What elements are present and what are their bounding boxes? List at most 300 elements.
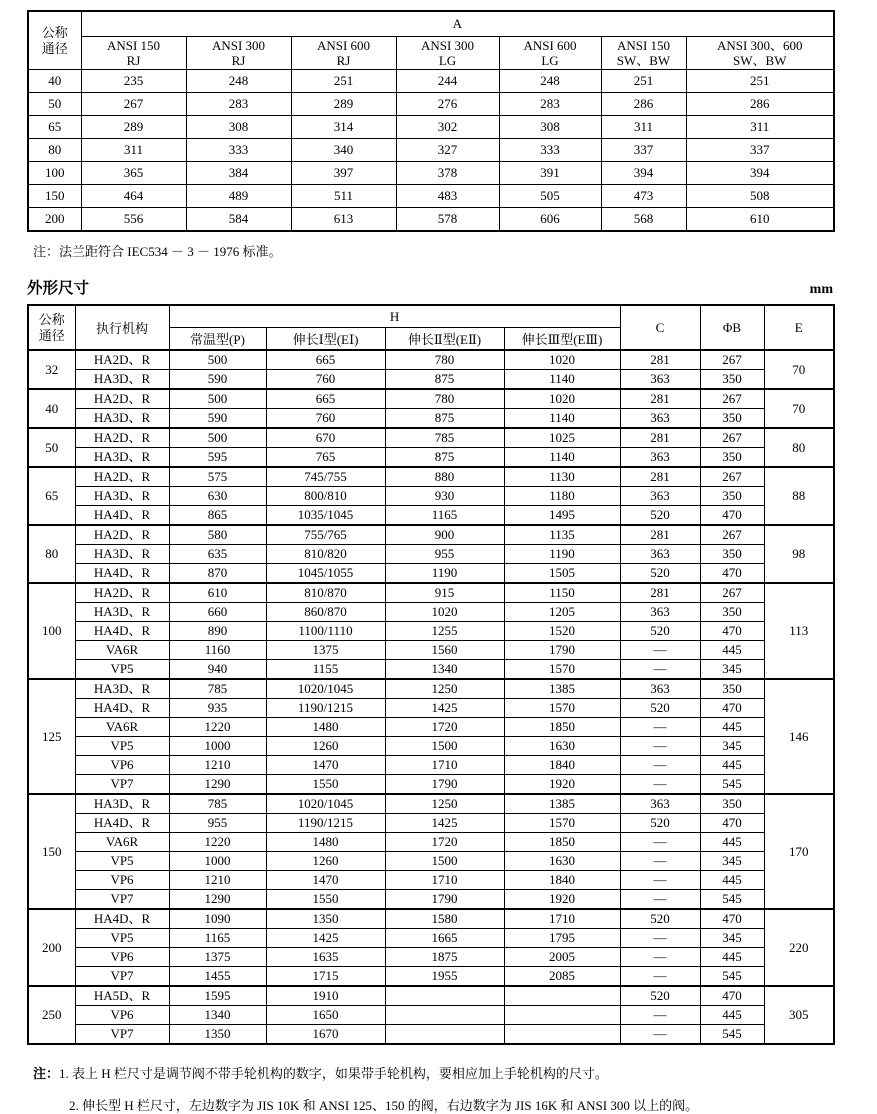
- actuator-cell: VA6R: [75, 641, 169, 660]
- h-value-cell: 800/810: [266, 487, 385, 506]
- c-column-header: C: [620, 305, 700, 350]
- table2-row: [28, 852, 834, 871]
- h-value-cell: 1720: [385, 718, 504, 737]
- h-value-cell: 760: [266, 370, 385, 390]
- a-value-cell: 556: [81, 208, 186, 232]
- h-value-cell: 1260: [266, 852, 385, 871]
- a-value-cell: 505: [499, 185, 601, 208]
- phib-value-cell: 445: [700, 948, 764, 967]
- a-value-cell: 473: [601, 185, 686, 208]
- h-value-cell: 1630: [504, 737, 620, 756]
- h-value-cell: 1495: [504, 506, 620, 526]
- a-value-cell: 311: [81, 139, 186, 162]
- h-value-cell: 1290: [169, 890, 266, 910]
- h-value-cell: 1000: [169, 852, 266, 871]
- h-value-cell: 890: [169, 622, 266, 641]
- c-value-cell: 281: [620, 389, 700, 409]
- h-value-cell: 1140: [504, 409, 620, 429]
- table2-row: [28, 833, 834, 852]
- phib-value-cell: 470: [700, 506, 764, 526]
- a-value-cell: 337: [686, 139, 834, 162]
- h-subheader-ext2: 伸长Ⅱ型(EⅡ): [385, 328, 504, 351]
- h-value-cell: 665: [266, 389, 385, 409]
- table2-row: [28, 737, 834, 756]
- c-value-cell: 520: [620, 564, 700, 584]
- actuator-cell: VP5: [75, 929, 169, 948]
- h-value-cell: 1425: [266, 929, 385, 948]
- h-value-cell: 1205: [504, 603, 620, 622]
- table1-column-header: [396, 37, 499, 70]
- h-value-cell: 1190/1215: [266, 699, 385, 718]
- h-value-cell: 1455: [169, 967, 266, 987]
- c-value-cell: 281: [620, 583, 700, 603]
- a-value-cell: 235: [81, 70, 186, 93]
- table2-row: [28, 622, 834, 641]
- h-value-cell: 1020: [385, 603, 504, 622]
- actuator-cell: HA3D、R: [75, 487, 169, 506]
- h-value-cell: 1130: [504, 467, 620, 487]
- h-value-cell: 1190: [504, 545, 620, 564]
- h-value-cell: 1020/1045: [266, 794, 385, 814]
- e-value-cell: 70: [764, 389, 834, 428]
- actuator-cell: VA6R: [75, 833, 169, 852]
- c-value-cell: 520: [620, 506, 700, 526]
- h-value-cell: 1020: [504, 350, 620, 370]
- c-value-cell: —: [620, 833, 700, 852]
- h-value-cell: 1720: [385, 833, 504, 852]
- table2-row: [28, 525, 834, 545]
- phib-value-cell: 350: [700, 487, 764, 506]
- table2-row: [28, 679, 834, 699]
- dn-cell: 65: [28, 467, 75, 525]
- h-value-cell: [385, 1006, 504, 1025]
- a-value-cell: 508: [686, 185, 834, 208]
- actuator-cell: HA2D、R: [75, 583, 169, 603]
- corner-line-2: 通径: [41, 40, 68, 56]
- c-value-cell: —: [620, 852, 700, 871]
- column-header-line-1: ANSI 300: [211, 38, 266, 53]
- a-value-cell: 308: [186, 116, 291, 139]
- h-value-cell: 1140: [504, 370, 620, 390]
- h-value-cell: 1340: [169, 1006, 266, 1025]
- h-value-cell: 1670: [266, 1025, 385, 1045]
- phib-value-cell: 445: [700, 641, 764, 660]
- table1-group-header-a: A: [81, 11, 834, 37]
- h-value-cell: 575: [169, 467, 266, 487]
- h-value-cell: 1165: [169, 929, 266, 948]
- actuator-cell: HA2D、R: [75, 350, 169, 370]
- h-value-cell: 1920: [504, 890, 620, 910]
- h-value-cell: 1790: [385, 890, 504, 910]
- phib-value-cell: 470: [700, 986, 764, 1006]
- phib-value-cell: 267: [700, 583, 764, 603]
- e-value-cell: 113: [764, 583, 834, 679]
- a-value-cell: 394: [686, 162, 834, 185]
- table2-row: [28, 448, 834, 468]
- table2-row: [28, 467, 834, 487]
- h-value-cell: 1350: [266, 909, 385, 929]
- h-value-cell: 940: [169, 660, 266, 680]
- phib-value-cell: 445: [700, 871, 764, 890]
- a-value-cell: 584: [186, 208, 291, 232]
- h-value-cell: 1220: [169, 833, 266, 852]
- table2-header-row-1: [28, 305, 834, 328]
- h-value-cell: 1020/1045: [266, 679, 385, 699]
- phib-value-cell: 445: [700, 1006, 764, 1025]
- table1-subheader-row: [28, 37, 834, 70]
- a-value-cell: 251: [601, 70, 686, 93]
- table2-row: [28, 545, 834, 564]
- h-value-cell: 1210: [169, 871, 266, 890]
- table2-row: [28, 409, 834, 429]
- h-value-cell: 765: [266, 448, 385, 468]
- actuator-cell: HA2D、R: [75, 428, 169, 448]
- actuator-cell: HA4D、R: [75, 699, 169, 718]
- h-value-cell: 1135: [504, 525, 620, 545]
- table1-row: [28, 185, 834, 208]
- h-value-cell: 1650: [266, 1006, 385, 1025]
- c-value-cell: 281: [620, 428, 700, 448]
- dn-cell: 40: [28, 70, 81, 93]
- c-value-cell: 281: [620, 350, 700, 370]
- phib-value-cell: 350: [700, 545, 764, 564]
- dn-cell: 100: [28, 583, 75, 679]
- table2-row: [28, 583, 834, 603]
- actuator-cell: VP6: [75, 948, 169, 967]
- h-value-cell: 1570: [504, 660, 620, 680]
- c-value-cell: —: [620, 929, 700, 948]
- h-value-cell: 1840: [504, 756, 620, 775]
- phib-value-cell: 545: [700, 775, 764, 795]
- h-value-cell: 1635: [266, 948, 385, 967]
- table1-column-header: [186, 37, 291, 70]
- h-value-cell: 1340: [385, 660, 504, 680]
- a-value-cell: 251: [291, 70, 396, 93]
- column-header-line-2: SW、BW: [733, 53, 787, 68]
- c-value-cell: 520: [620, 814, 700, 833]
- e-value-cell: 80: [764, 428, 834, 467]
- h-value-cell: 1425: [385, 814, 504, 833]
- actuator-cell: VP7: [75, 1025, 169, 1045]
- a-value-cell: 384: [186, 162, 291, 185]
- table1-column-header: [601, 37, 686, 70]
- a-value-cell: 489: [186, 185, 291, 208]
- actuator-cell: HA2D、R: [75, 389, 169, 409]
- h-value-cell: [504, 986, 620, 1006]
- h-value-cell: 1150: [504, 583, 620, 603]
- h-value-cell: 1875: [385, 948, 504, 967]
- c-value-cell: —: [620, 641, 700, 660]
- h-subheader-normal: 常温型(P): [169, 328, 266, 351]
- h-value-cell: 1020: [504, 389, 620, 409]
- actuator-cell: HA3D、R: [75, 679, 169, 699]
- phib-value-cell: 350: [700, 409, 764, 429]
- c-value-cell: —: [620, 1025, 700, 1045]
- h-value-cell: 1850: [504, 718, 620, 737]
- h-subheader-ext3: 伸长Ⅲ型(EⅢ): [504, 328, 620, 351]
- a-value-cell: 464: [81, 185, 186, 208]
- dn-cell: 200: [28, 208, 81, 232]
- footnote-2: [33, 1095, 833, 1114]
- actuator-cell: HA3D、R: [75, 370, 169, 390]
- a-value-cell: 578: [396, 208, 499, 232]
- h-value-cell: 1045/1055: [266, 564, 385, 584]
- h-value-cell: 665: [266, 350, 385, 370]
- phib-value-cell: 267: [700, 389, 764, 409]
- h-value-cell: 860/870: [266, 603, 385, 622]
- table2-row: [28, 986, 834, 1006]
- h-value-cell: 1920: [504, 775, 620, 795]
- a-value-cell: 248: [186, 70, 291, 93]
- dn-cell: 125: [28, 679, 75, 794]
- actuator-cell: HA4D、R: [75, 622, 169, 641]
- unit-label: mm: [809, 282, 833, 297]
- c-value-cell: —: [620, 871, 700, 890]
- h-value-cell: 1710: [385, 756, 504, 775]
- corner-line-1: 公称: [41, 24, 68, 40]
- table2-row: [28, 603, 834, 622]
- actuator-cell: VP6: [75, 1006, 169, 1025]
- a-value-cell: 613: [291, 208, 396, 232]
- c-value-cell: —: [620, 948, 700, 967]
- a-value-cell: 333: [186, 139, 291, 162]
- h-value-cell: 1375: [169, 948, 266, 967]
- table2-body: [28, 350, 834, 1044]
- c-value-cell: —: [620, 775, 700, 795]
- table2-row: [28, 641, 834, 660]
- column-header-line-2: LG: [541, 53, 559, 68]
- table1-column-header: [81, 37, 186, 70]
- actuator-cell: VP7: [75, 775, 169, 795]
- phib-value-cell: 350: [700, 370, 764, 390]
- a-value-cell: 511: [291, 185, 396, 208]
- note-item-2: 2. 伸长型 H 栏尺寸，左边数字为 JIS 10K 和 ANSI 125、150 的阀，右边数字为 JIS 16K 和 ANSI 300 以上的阀。: [69, 1098, 699, 1113]
- dn-cell: 40: [28, 389, 75, 428]
- outline-dimension-table: [27, 304, 835, 1045]
- h-value-cell: 1520: [504, 622, 620, 641]
- table2-row: [28, 660, 834, 680]
- h-value-cell: 590: [169, 370, 266, 390]
- h-value-cell: 1155: [266, 660, 385, 680]
- dn-cell: 65: [28, 116, 81, 139]
- table2-row: [28, 871, 834, 890]
- h-value-cell: 1210: [169, 756, 266, 775]
- table1-row: [28, 70, 834, 93]
- table2-row: [28, 350, 834, 370]
- h-value-cell: 1260: [266, 737, 385, 756]
- actuator-cell: VP6: [75, 871, 169, 890]
- flange-dimension-table: [27, 10, 835, 232]
- a-value-cell: 610: [686, 208, 834, 232]
- h-value-cell: 780: [385, 350, 504, 370]
- c-value-cell: —: [620, 756, 700, 775]
- footnote-1: [33, 1063, 833, 1082]
- actuator-cell: HA3D、R: [75, 603, 169, 622]
- dn-cell: 100: [28, 162, 81, 185]
- column-header-line-2: LG: [438, 53, 457, 68]
- a-value-cell: 283: [499, 93, 601, 116]
- actuator-cell: VP5: [75, 852, 169, 871]
- table1-row: [28, 139, 834, 162]
- h-value-cell: 1480: [266, 833, 385, 852]
- a-value-cell: 333: [499, 139, 601, 162]
- actuator-cell: HA4D、R: [75, 909, 169, 929]
- c-value-cell: 520: [620, 699, 700, 718]
- h-value-cell: [504, 1025, 620, 1045]
- h-value-cell: 1570: [504, 699, 620, 718]
- h-value-cell: 1480: [266, 718, 385, 737]
- h-value-cell: 1790: [385, 775, 504, 795]
- h-value-cell: 630: [169, 487, 266, 506]
- phib-value-cell: 445: [700, 718, 764, 737]
- h-value-cell: 1850: [504, 833, 620, 852]
- table1-column-header: [499, 37, 601, 70]
- note-label: 注：: [33, 1066, 60, 1081]
- h-value-cell: 785: [169, 794, 266, 814]
- phib-value-cell: 267: [700, 428, 764, 448]
- h-value-cell: 610: [169, 583, 266, 603]
- table2-row: [28, 718, 834, 737]
- h-value-cell: 1910: [266, 986, 385, 1006]
- h-value-cell: 1090: [169, 909, 266, 929]
- table2-corner-header: [28, 305, 75, 350]
- table1-row: [28, 93, 834, 116]
- a-value-cell: 327: [396, 139, 499, 162]
- h-value-cell: 500: [169, 350, 266, 370]
- e-value-cell: 305: [764, 986, 834, 1044]
- note-item-1: 1. 表上 H 栏尺寸是调节阀不带手轮机构的数字，如果带手轮机构，要相应加上手轮机构的尺寸。: [59, 1066, 608, 1081]
- h-value-cell: 1580: [385, 909, 504, 929]
- c-value-cell: 520: [620, 986, 700, 1006]
- h-value-cell: 1665: [385, 929, 504, 948]
- actuator-cell: HA4D、R: [75, 506, 169, 526]
- h-value-cell: 745/755: [266, 467, 385, 487]
- h-value-cell: 870: [169, 564, 266, 584]
- h-value-cell: 955: [169, 814, 266, 833]
- a-value-cell: 308: [499, 116, 601, 139]
- h-value-cell: 1250: [385, 679, 504, 699]
- column-header-line-1: ANSI 300、600: [716, 38, 803, 53]
- h-value-cell: 1140: [504, 448, 620, 468]
- h-value-cell: 1550: [266, 775, 385, 795]
- corner-line-1: 公称: [38, 311, 65, 327]
- dn-cell: 32: [28, 350, 75, 389]
- actuator-cell: HA4D、R: [75, 814, 169, 833]
- actuator-cell: HA2D、R: [75, 525, 169, 545]
- section-title: 外形尺寸: [27, 280, 90, 297]
- c-value-cell: 363: [620, 794, 700, 814]
- h-value-cell: 1470: [266, 756, 385, 775]
- e-value-cell: 88: [764, 467, 834, 525]
- table2-row: [28, 389, 834, 409]
- c-value-cell: —: [620, 737, 700, 756]
- dn-cell: 80: [28, 139, 81, 162]
- h-value-cell: 1470: [266, 871, 385, 890]
- a-value-cell: 391: [499, 162, 601, 185]
- column-header-line-1: ANSI 150: [106, 38, 161, 53]
- table2-row: [28, 909, 834, 929]
- table2-row: [28, 814, 834, 833]
- actuator-cell: VP7: [75, 890, 169, 910]
- table2-row: [28, 487, 834, 506]
- h-value-cell: [385, 1025, 504, 1045]
- table2-row: [28, 370, 834, 390]
- c-value-cell: 281: [620, 525, 700, 545]
- a-value-cell: 289: [81, 116, 186, 139]
- c-value-cell: 363: [620, 603, 700, 622]
- h-value-cell: 2085: [504, 967, 620, 987]
- a-value-cell: 568: [601, 208, 686, 232]
- column-header-line-1: ANSI 150: [616, 38, 671, 53]
- h-value-cell: 2005: [504, 948, 620, 967]
- table1-column-header: [686, 37, 834, 70]
- a-value-cell: 311: [601, 116, 686, 139]
- dn-cell: 200: [28, 909, 75, 986]
- h-value-cell: 785: [169, 679, 266, 699]
- c-value-cell: —: [620, 718, 700, 737]
- c-value-cell: 363: [620, 679, 700, 699]
- table2-row: [28, 794, 834, 814]
- a-value-cell: 286: [686, 93, 834, 116]
- phib-value-cell: 267: [700, 467, 764, 487]
- h-value-cell: 595: [169, 448, 266, 468]
- h-value-cell: 1250: [385, 794, 504, 814]
- table1-row: [28, 162, 834, 185]
- phib-value-cell: 545: [700, 890, 764, 910]
- h-group-header: H: [169, 305, 620, 328]
- h-value-cell: [385, 986, 504, 1006]
- a-value-cell: 311: [686, 116, 834, 139]
- c-value-cell: —: [620, 967, 700, 987]
- h-value-cell: 1165: [385, 506, 504, 526]
- phib-value-cell: 470: [700, 814, 764, 833]
- h-value-cell: 810/870: [266, 583, 385, 603]
- a-value-cell: 337: [601, 139, 686, 162]
- c-value-cell: 363: [620, 409, 700, 429]
- a-value-cell: 483: [396, 185, 499, 208]
- phib-value-cell: 470: [700, 909, 764, 929]
- phib-value-cell: 350: [700, 679, 764, 699]
- dn-cell: 250: [28, 986, 75, 1044]
- column-header-line-2: RJ: [231, 53, 246, 68]
- h-value-cell: 1550: [266, 890, 385, 910]
- a-value-cell: 378: [396, 162, 499, 185]
- column-header-line-2: RJ: [126, 53, 141, 68]
- h-value-cell: 875: [385, 409, 504, 429]
- c-value-cell: 363: [620, 370, 700, 390]
- phib-value-cell: 545: [700, 1025, 764, 1045]
- column-header-line-1: ANSI 300: [420, 38, 475, 53]
- table2-row: [28, 506, 834, 526]
- h-value-cell: 590: [169, 409, 266, 429]
- a-value-cell: 606: [499, 208, 601, 232]
- phib-value-cell: 350: [700, 794, 764, 814]
- actuator-cell: HA3D、R: [75, 794, 169, 814]
- dn-cell: 50: [28, 428, 75, 467]
- h-value-cell: 1710: [504, 909, 620, 929]
- dn-cell: 150: [28, 794, 75, 909]
- h-value-cell: 955: [385, 545, 504, 564]
- h-value-cell: 785: [385, 428, 504, 448]
- c-value-cell: 363: [620, 487, 700, 506]
- document-page: [27, 10, 833, 1114]
- h-value-cell: 1790: [504, 641, 620, 660]
- a-value-cell: 267: [81, 93, 186, 116]
- dn-cell: 150: [28, 185, 81, 208]
- actuator-cell: HA2D、R: [75, 467, 169, 487]
- h-value-cell: 1190: [385, 564, 504, 584]
- h-value-cell: 1190/1215: [266, 814, 385, 833]
